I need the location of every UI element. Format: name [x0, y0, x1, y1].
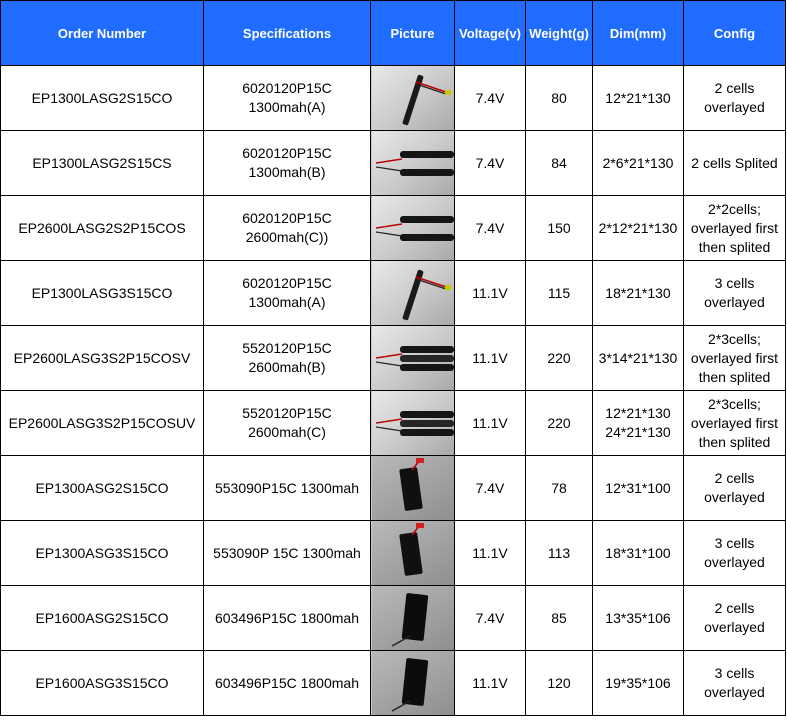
- weight-cell: 80: [526, 66, 593, 131]
- config-line: 2 cells: [714, 470, 755, 486]
- config-line: overlayed: [704, 554, 765, 570]
- picture-cell: [371, 326, 455, 391]
- weight-cell: 85: [526, 586, 593, 651]
- battery-2cell-split-icon: [372, 196, 455, 260]
- weight-cell: 115: [526, 261, 593, 326]
- dim-cell: [593, 391, 684, 456]
- table-row: [1, 261, 786, 326]
- header-voltage: Voltage(v): [455, 1, 526, 66]
- table-row: [1, 326, 786, 391]
- config-cell: [684, 66, 786, 131]
- voltage-cell: 7.4V: [455, 586, 526, 651]
- config-line: then splited: [698, 368, 771, 385]
- header-row: [1, 1, 786, 66]
- spec-line: 1300mah(B): [248, 164, 326, 180]
- config-cell: [684, 521, 786, 586]
- dim-cell: [593, 651, 684, 716]
- config-line: overlayed: [704, 99, 765, 115]
- picture-cell: [371, 196, 455, 261]
- spec-line: 603496P15C 1800mah: [214, 674, 359, 691]
- voltage-cell: 7.4V: [455, 196, 526, 261]
- spec-line: 1300mah(A): [248, 99, 326, 115]
- dim-line: 2*6*21*130: [602, 154, 674, 171]
- config-line: 2 cells: [714, 80, 755, 96]
- picture-cell: [371, 261, 455, 326]
- order-number-cell: EP1600ASG3S15CO: [1, 651, 204, 716]
- order-number-cell: EP2600LASG2S2P15COS: [1, 196, 204, 261]
- dim-cell: [593, 66, 684, 131]
- weight-cell: 220: [526, 326, 593, 391]
- weight-cell: 220: [526, 391, 593, 456]
- weight-cell: 150: [526, 196, 593, 261]
- spec-line: 6020120P15C: [242, 275, 332, 291]
- config-cell: [684, 196, 786, 261]
- specifications-cell: [204, 586, 371, 651]
- battery-2cell-split-icon: [372, 131, 455, 195]
- config-line: overlayed first: [690, 219, 779, 236]
- dim-line: 18*31*100: [605, 544, 671, 561]
- dim-line: 18*21*130: [605, 284, 671, 301]
- spec-line: 6020120P15C: [242, 210, 332, 226]
- battery-2cell-stick-icon: [372, 66, 455, 130]
- dim-cell: [593, 326, 684, 391]
- voltage-cell: 11.1V: [455, 391, 526, 456]
- config-line: 2 cells: [714, 600, 755, 616]
- picture-cell: [371, 391, 455, 456]
- dim-cell: [593, 196, 684, 261]
- picture-cell: [371, 521, 455, 586]
- spec-line: 603496P15C 1800mah: [214, 609, 359, 626]
- specifications-cell: [204, 326, 371, 391]
- dim-line: 24*21*130: [605, 424, 671, 440]
- table-row: [1, 66, 786, 131]
- battery-3cell-split-icon: [372, 326, 455, 390]
- table-row: [1, 521, 786, 586]
- config-line: overlayed: [704, 489, 765, 505]
- config-cell: [684, 456, 786, 521]
- voltage-cell: 11.1V: [455, 521, 526, 586]
- spec-line: 2600mah(B): [248, 359, 326, 375]
- voltage-cell: 7.4V: [455, 131, 526, 196]
- picture-cell: [371, 651, 455, 716]
- header-picture: Picture: [371, 1, 455, 66]
- config-line: then splited: [698, 238, 771, 255]
- picture-cell: [371, 131, 455, 196]
- dim-line: 2*12*21*130: [598, 219, 678, 236]
- spec-line: 2600mah(C)): [245, 229, 329, 245]
- config-line: overlayed first: [690, 414, 779, 431]
- dim-cell: [593, 586, 684, 651]
- spec-line: 6020120P15C: [242, 145, 332, 161]
- specifications-cell: [204, 391, 371, 456]
- config-cell: [684, 651, 786, 716]
- battery-3cell-split-icon: [372, 391, 455, 455]
- specifications-cell: [204, 261, 371, 326]
- voltage-cell: 11.1V: [455, 651, 526, 716]
- order-number-cell: EP1300LASG2S15CO: [1, 66, 204, 131]
- config-cell: [684, 261, 786, 326]
- config-cell: [684, 391, 786, 456]
- dim-cell: [593, 131, 684, 196]
- specifications-cell: [204, 131, 371, 196]
- spec-line: 1300mah(A): [248, 294, 326, 310]
- config-cell: [684, 131, 786, 196]
- voltage-cell: 11.1V: [455, 261, 526, 326]
- picture-cell: [371, 586, 455, 651]
- battery-block-icon: [372, 456, 455, 520]
- order-number-cell: EP1600ASG2S15CO: [1, 586, 204, 651]
- battery-block-icon: [372, 521, 455, 585]
- order-number-cell: EP1300ASG2S15CO: [1, 456, 204, 521]
- battery-3cell-stick-icon: [372, 261, 455, 325]
- spec-line: 6020120P15C: [242, 80, 332, 96]
- table-body: [1, 66, 786, 716]
- config-line: 3 cells: [714, 535, 755, 551]
- order-number-cell: EP2600LASG3S2P15COSV: [1, 326, 204, 391]
- specifications-cell: [204, 66, 371, 131]
- order-number-cell: EP1300ASG3S15CO: [1, 521, 204, 586]
- weight-cell: 113: [526, 521, 593, 586]
- spec-line: 5520120P15C: [242, 405, 332, 421]
- order-number-cell: EP2600LASG3S2P15COSUV: [1, 391, 204, 456]
- table-row: [1, 196, 786, 261]
- specifications-cell: [204, 456, 371, 521]
- weight-cell: 84: [526, 131, 593, 196]
- voltage-cell: 7.4V: [455, 456, 526, 521]
- weight-cell: 120: [526, 651, 593, 716]
- config-line: 3 cells: [714, 665, 755, 681]
- dim-line: 12*31*100: [605, 479, 671, 496]
- dim-cell: [593, 261, 684, 326]
- config-line: overlayed: [704, 294, 765, 310]
- dim-cell: [593, 456, 684, 521]
- specifications-cell: [204, 651, 371, 716]
- dim-line: 12*21*130: [605, 405, 671, 421]
- dim-line: 13*35*106: [605, 609, 671, 626]
- config-line: 2 cells Splited: [691, 154, 778, 171]
- picture-cell: [371, 456, 455, 521]
- table-row: [1, 131, 786, 196]
- dim-line: 3*14*21*130: [598, 349, 678, 366]
- header-config: Config: [684, 1, 786, 66]
- voltage-cell: 11.1V: [455, 326, 526, 391]
- dim-line: 12*21*130: [605, 89, 671, 106]
- config-line: 2*3cells;: [708, 330, 761, 347]
- config-cell: [684, 326, 786, 391]
- config-line: 2*3cells;: [708, 395, 761, 412]
- spec-line: 553090P15C 1300mah: [214, 479, 359, 496]
- spec-line: 553090P 15C 1300mah: [213, 544, 361, 561]
- config-line: 2*2cells;: [708, 200, 761, 217]
- dim-line: 19*35*106: [605, 674, 671, 691]
- battery-block-large-icon: [372, 586, 455, 650]
- table-row: [1, 391, 786, 456]
- header-dim: Dim(mm): [593, 1, 684, 66]
- config-line: overlayed: [704, 684, 765, 700]
- order-number-cell: EP1300LASG2S15CS: [1, 131, 204, 196]
- config-line: overlayed first: [690, 349, 779, 366]
- order-number-cell: EP1300LASG3S15CO: [1, 261, 204, 326]
- spec-line: 5520120P15C: [242, 340, 332, 356]
- table-row: [1, 456, 786, 521]
- specifications-cell: [204, 521, 371, 586]
- voltage-cell: 7.4V: [455, 66, 526, 131]
- table-row: [1, 651, 786, 716]
- picture-cell: [371, 66, 455, 131]
- dim-cell: [593, 521, 684, 586]
- weight-cell: 78: [526, 456, 593, 521]
- table-row: [1, 586, 786, 651]
- header-order-number: Order Number: [1, 1, 204, 66]
- header-specifications: Specifications: [204, 1, 371, 66]
- config-line: then splited: [698, 433, 771, 450]
- header-weight: Weight(g): [526, 1, 593, 66]
- battery-block-large-icon: [372, 651, 455, 715]
- spec-line: 2600mah(C): [248, 424, 326, 440]
- specifications-cell: [204, 196, 371, 261]
- config-line: 3 cells: [714, 275, 755, 291]
- config-cell: [684, 586, 786, 651]
- config-line: overlayed: [704, 619, 765, 635]
